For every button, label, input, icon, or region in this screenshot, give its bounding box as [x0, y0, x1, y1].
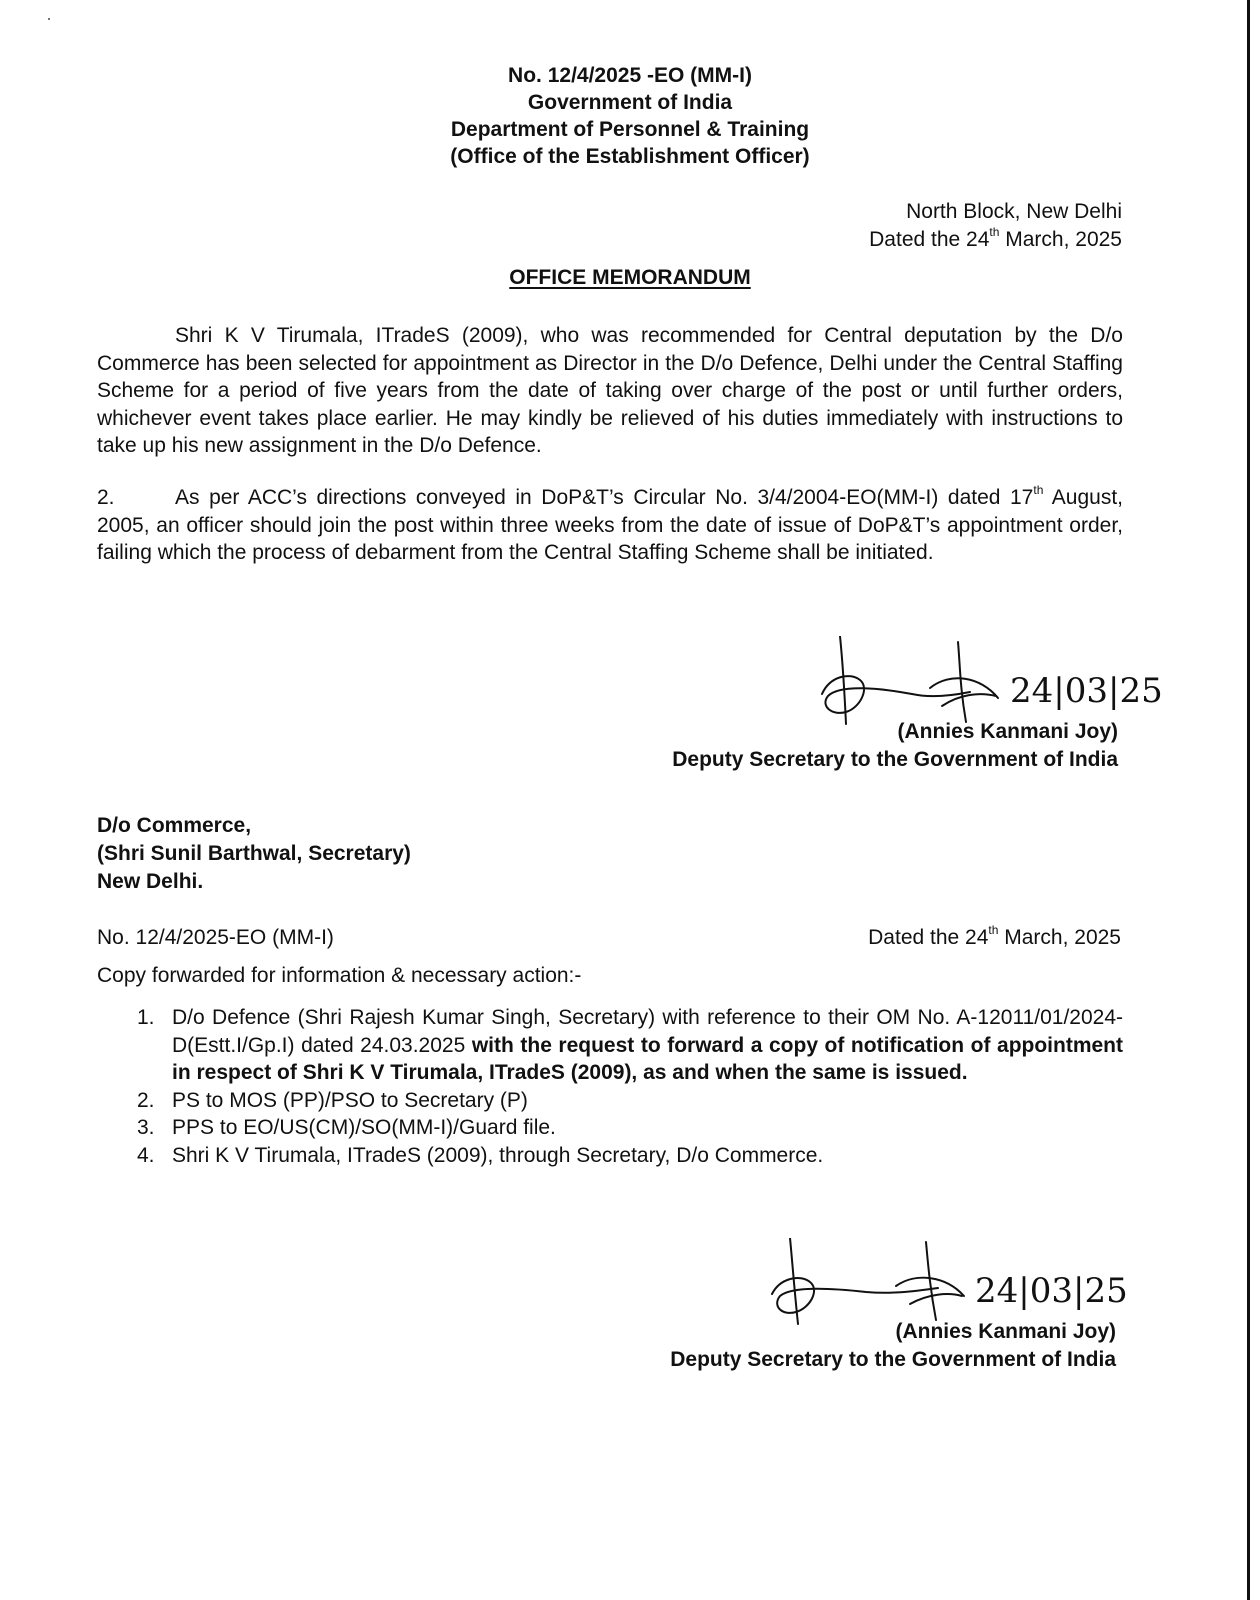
paragraph-number: 2.	[97, 486, 115, 509]
place-and-date	[869, 198, 1122, 254]
copy-file-number: No. 12/4/2025-EO (MM-I)	[97, 926, 334, 949]
file-number: No. 12/4/2025 -EO (MM-I)	[508, 64, 752, 87]
signatory-block-2	[670, 1318, 1116, 1374]
signatory-designation: Deputy Secretary to the Government of India	[672, 748, 1118, 771]
addressee-line: (Shri Sunil Barthwal, Secretary)	[97, 842, 411, 865]
location: North Block, New Delhi	[906, 200, 1122, 223]
copy-forwarded-text: Copy forwarded for information & necessary action:-	[97, 964, 582, 987]
handwritten-signature-2	[770, 1238, 1150, 1328]
government-name: Government of India	[527, 91, 733, 114]
document-header	[0, 62, 1260, 170]
handwritten-date-1: 24|03|25	[1010, 671, 1163, 711]
handwritten-date-2: 24|03|25	[975, 1271, 1128, 1311]
issue-date: Dated the 24th March, 2025	[869, 225, 1122, 251]
memo-title: OFFICE MEMORANDUM	[509, 266, 751, 289]
copy-date: Dated the 24th March, 2025	[868, 923, 1121, 949]
list-item: 4. Shri K V Tirumala, ITradeS (2009), through Secretary, D/o Commerce.	[137, 1143, 824, 1167]
paragraph-1: Shri K V Tirumala, ITradeS (2009), who was recommended for Central deputation by the D/o Commerce has been selected for appointment as Director in the D/o Defence, Delhi under the Central Staffing Scheme for a period of five years from the date of taking over charge of the post or until further orders, whichever event takes place earlier. He may kindly be relieved of his duties immediately with instructions to take up his new assignment in the D/o Defence.	[97, 324, 1123, 457]
signatory-block-1	[672, 718, 1118, 774]
signatory-name: (Annies Kanmani Joy)	[895, 1320, 1116, 1343]
department-name: Department of Personnel & Training	[450, 118, 810, 141]
list-item: 2. PS to MOS (PP)/PSO to Secretary (P)	[137, 1088, 528, 1112]
addressee-line: D/o Commerce,	[97, 814, 252, 837]
scan-speck	[48, 18, 50, 20]
distribution-list	[97, 1004, 1123, 1169]
office-name: (Office of the Establishment Officer)	[450, 145, 810, 168]
addressee-block	[97, 812, 411, 896]
list-item: 3. PPS to EO/US(CM)/SO(MM-I)/Guard file.	[137, 1116, 556, 1139]
scan-edge-line	[1247, 0, 1250, 1600]
signatory-name: (Annies Kanmani Joy)	[897, 720, 1118, 743]
signatory-designation: Deputy Secretary to the Government of India	[670, 1348, 1116, 1371]
handwritten-signature-1	[820, 636, 1170, 726]
list-item: 1. D/o Defence (Shri Rajesh Kumar Singh, Secretary) with reference to their OM No. A-12011/01/2024-D(Estt.I/Gp.I) dated 24.03.2025 with the request to forward a copy of notification of appointment in respect of Shri K V Tirumala, ITradeS (2009), as and when the same is issued.	[137, 1006, 1124, 1084]
addressee-line: New Delhi.	[97, 870, 204, 893]
paragraph-2: 2. As per ACC’s directions conveyed in DoP&T’s Circular No. 3/4/2004-EO(MM-I) dated 17th August, 2005, an officer should join the post within three weeks from the date of issue of DoP&T’s appointment order, failing which the process of debarment from the Central Staffing Scheme shall be initiated.	[97, 483, 1124, 564]
